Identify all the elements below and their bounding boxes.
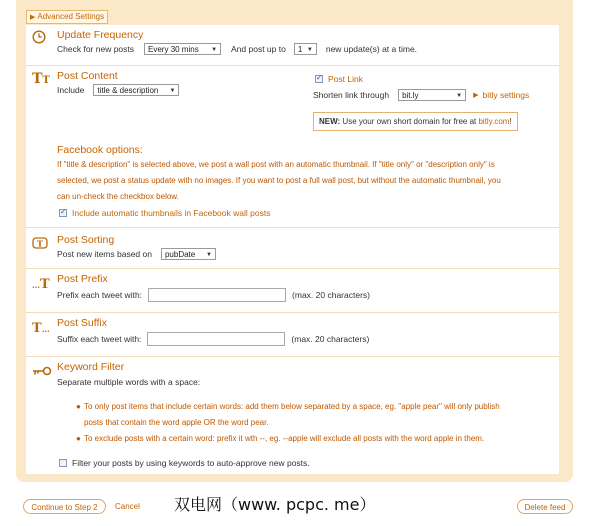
delete-feed-button[interactable]: Delete feed — [517, 499, 573, 514]
suffix-icon: T… — [32, 321, 50, 336]
bullet-dot: ● — [76, 402, 81, 411]
cancel-link[interactable]: Cancel — [115, 502, 140, 511]
include-label: Include — [57, 85, 85, 95]
bitly-notice: NEW: Use your own short domain for free at bitly.com! — [313, 112, 518, 131]
count-select[interactable]: 1 ▼ — [294, 43, 317, 55]
chevron-down-icon: ▼ — [169, 88, 176, 94]
section-title: Update Frequency — [57, 29, 144, 41]
bitly-settings-link[interactable]: bitly settings — [482, 90, 530, 100]
check-posts-label: Check for new posts — [57, 44, 135, 54]
shorten-label: Shorten link through — [313, 90, 390, 100]
chevron-down-icon: ▼ — [211, 47, 218, 53]
watermark-text: 双电网（www. pcpc. me） — [174, 495, 376, 514]
prefix-label: Prefix each tweet with: — [57, 290, 143, 300]
post-content-section — [26, 66, 559, 228]
post-link-checkbox[interactable] — [315, 75, 323, 83]
post-up-to-label: And post up to — [231, 44, 286, 54]
text-size-icon: TT — [32, 71, 50, 87]
interval-select[interactable]: Every 30 mins ▼ — [144, 43, 221, 55]
facebook-thumbnail-label: Include automatic thumbnails in Facebook wall posts — [72, 208, 271, 218]
shortener-select[interactable]: bit.ly ▼ — [398, 89, 466, 101]
sort-icon — [32, 236, 48, 252]
play-icon: ▶ — [473, 92, 479, 99]
section-title: Post Prefix — [57, 273, 108, 285]
section-title: Keyword Filter — [57, 361, 125, 373]
suffix-input[interactable] — [147, 332, 285, 346]
sort-label: Post new items based on — [57, 249, 152, 259]
post-link-label: Post Link — [328, 74, 363, 84]
update-frequency-section — [26, 25, 559, 66]
updates-suffix-label: new update(s) at a time. — [325, 44, 418, 54]
facebook-thumbnail-checkbox[interactable] — [59, 209, 67, 217]
auto-approve-checkbox[interactable] — [59, 459, 67, 467]
suffix-label: Suffix each tweet with: — [57, 334, 142, 344]
key-icon — [32, 365, 52, 379]
clock-icon — [32, 30, 46, 46]
section-title: Post Sorting — [57, 234, 115, 246]
facebook-description: If "title & description" is selected above, we post a wall post with an automatic thumbnail. If "title only" or "description only" is selected, we post a status update with no images. If you want to post a full wall post, but without the automatic thumbnail, you can un-check the checkbox below. — [57, 160, 501, 201]
prefix-hint: (max. 20 characters) — [292, 290, 370, 300]
chevron-down-icon: ▼ — [206, 252, 212, 258]
auto-approve-label: Filter your posts by using keywords to auto-approve new posts. — [72, 458, 310, 468]
section-title: Post Content — [57, 70, 118, 82]
keyword-exclude-tip: To exclude posts with a certain word: prefix it wth --, eg. --apple will exclude all posts with the word apple in them. — [84, 434, 485, 443]
keyword-subtitle: Separate multiple words with a space: — [57, 377, 201, 387]
section-title: Post Suffix — [57, 317, 107, 329]
prefix-icon: …T — [32, 277, 50, 292]
svg-text:T: T — [37, 238, 43, 249]
keyword-include-tip: To only post items that include certain words: add them below separated by a space, eg. "apple pear" will only publish posts that contain the word apple OR the word pear. — [84, 402, 500, 427]
post-sorting-section — [26, 228, 559, 269]
triangle-right-icon: ▶ — [30, 14, 36, 21]
prefix-input[interactable] — [148, 288, 286, 302]
continue-button[interactable]: Continue to Step 2 — [23, 499, 106, 514]
advanced-settings-toggle[interactable]: ▶ Advanced Settings — [26, 10, 108, 24]
chevron-down-icon: ▼ — [456, 93, 463, 99]
post-suffix-section — [26, 313, 559, 357]
include-select[interactable]: title & description ▼ — [93, 84, 179, 96]
keyword-filter-section — [26, 357, 559, 474]
chevron-down-icon: ▼ — [306, 47, 313, 53]
bitly-link[interactable]: bitly.com — [478, 117, 510, 126]
suffix-hint: (max. 20 characters) — [291, 334, 370, 344]
sort-select[interactable]: pubDate ▼ — [161, 248, 216, 260]
bullet-dot: ● — [76, 434, 81, 443]
post-prefix-section — [26, 269, 559, 313]
facebook-options-title: Facebook options: — [57, 144, 143, 156]
